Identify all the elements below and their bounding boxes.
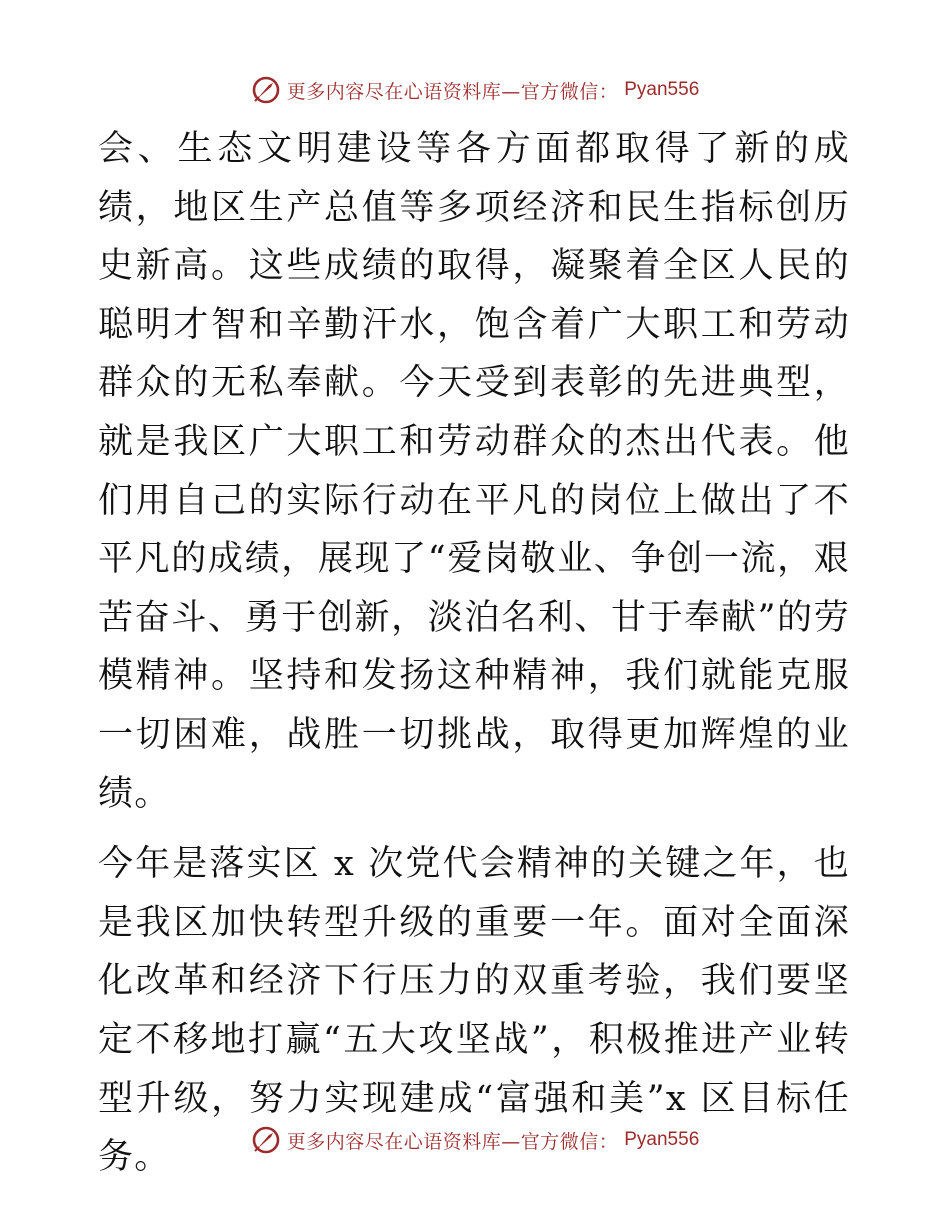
pen-logo-icon	[251, 1125, 281, 1155]
header-watermark	[0, 72, 950, 108]
paragraph-2: 今年是落实区 x 次党代会精神的关键之年，也是我区加快转型升级的重要一年。面对全面深化改革和经济下行压力的双重考验，我们要坚定不移地打赢“五大攻坚战”，积极推进产业转型升级，努力实现建成“富强和美”x 区目标任务。	[98, 844, 850, 1178]
pen-logo-icon	[251, 75, 281, 105]
watermark-account: Pyan556	[624, 1129, 700, 1150]
watermark-text: 更多内容尽在心语资料库—官方微信：	[286, 80, 619, 103]
footer-watermark	[0, 1122, 950, 1158]
document-body	[98, 120, 850, 1187]
watermark-account: Pyan556	[624, 79, 700, 100]
watermark-text: 更多内容尽在心语资料库—官方微信：	[286, 1130, 619, 1153]
paragraph-1: 会、生态文明建设等各方面都取得了新的成绩，地区生产总值等多项经济和民生指标创历史新高。这些成绩的取得，凝聚着全区人民的聪明才智和辛勤汗水，饱含着广大职工和劳动群众的无私奉献。今天受到表彰的先进典型，就是我区广大职工和劳动群众的杰出代表。他们用自己的实际行动在平凡的岗位上做出了不平凡的成绩，展现了“爱岗敬业、争创一流，艰苦奋斗、勇于创新，淡泊名利、甘于奉献”的劳模精神。坚持和发扬这种精神，我们就能克服一切困难，战胜一切挑战，取得更加辉煌的业绩。	[98, 129, 850, 814]
